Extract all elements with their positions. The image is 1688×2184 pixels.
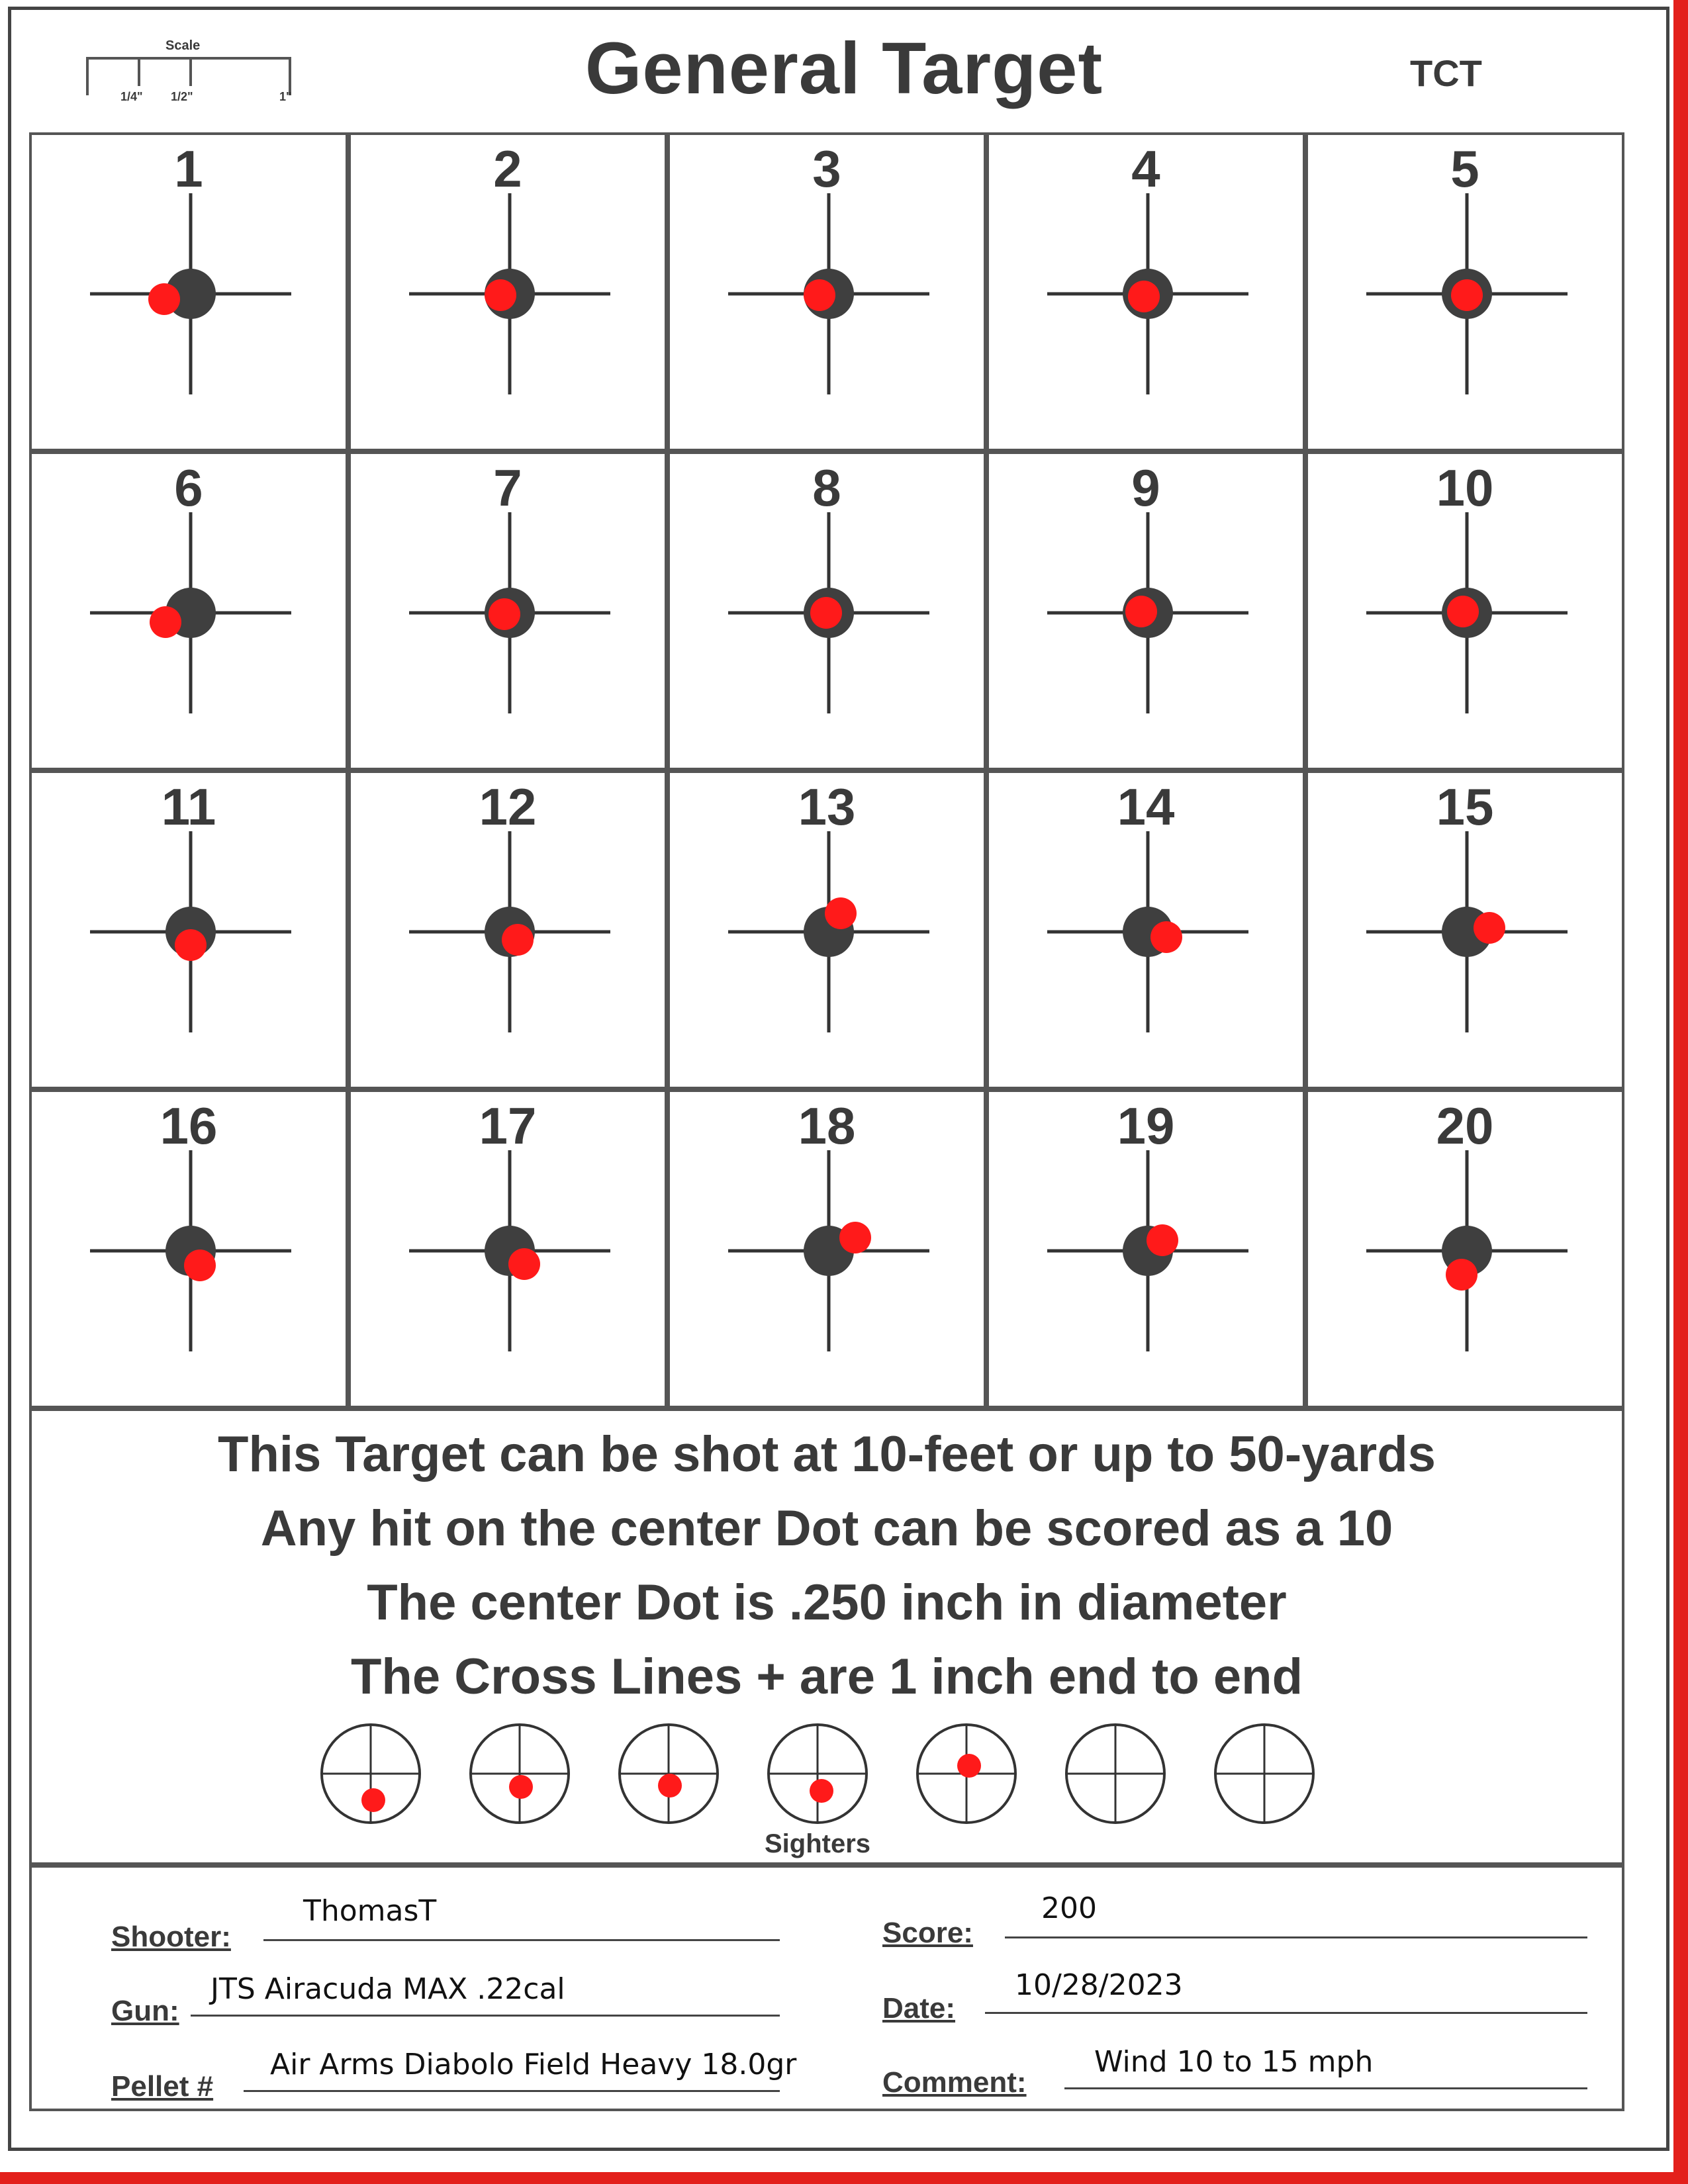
pellet-hole — [1447, 596, 1479, 627]
target-number: 8 — [812, 459, 841, 517]
brand-label: TCT — [1410, 52, 1482, 94]
target-number: 15 — [1436, 778, 1494, 836]
pellet-hole — [1474, 912, 1505, 944]
comment-label: Comment: — [882, 2066, 1027, 2099]
target-cell-1 — [29, 132, 348, 451]
sighter-target-6 — [1062, 1721, 1168, 1827]
target-number: 1 — [174, 140, 203, 198]
red-page-edge-bottom — [0, 2172, 1688, 2184]
crosshair-target — [989, 135, 1308, 454]
pellet-hole — [1147, 1224, 1178, 1256]
scale-label-quarter: 1/4" — [120, 90, 143, 103]
target-number: 14 — [1117, 778, 1175, 836]
gun-value: JTS Airacuda MAX .22cal — [211, 1972, 565, 2006]
pellet-hole — [489, 598, 520, 630]
gun-line — [191, 2015, 780, 2017]
pellet-hole — [810, 597, 842, 629]
pellet-hole — [839, 1222, 871, 1253]
score-label: Score: — [882, 1917, 973, 1949]
sighter-target-5 — [914, 1721, 1019, 1827]
crosshair-target — [989, 773, 1308, 1092]
crosshair-target — [351, 454, 670, 773]
pellet-hole — [150, 606, 181, 638]
target-number: 10 — [1436, 459, 1494, 517]
pellet-hole — [509, 1775, 533, 1799]
pellet-hole — [485, 279, 516, 311]
target-cell-4 — [986, 132, 1305, 451]
date-label: Date: — [882, 1992, 956, 2025]
crosshair-target — [351, 1092, 670, 1411]
target-cell-2 — [348, 132, 667, 451]
pellet-hole — [825, 897, 857, 929]
target-number: 11 — [161, 778, 216, 836]
target-cell-15 — [1305, 770, 1624, 1089]
crosshair-target — [351, 773, 670, 1092]
sighter-target-1 — [318, 1721, 424, 1827]
target-number: 5 — [1450, 140, 1479, 198]
info-line-4: The Cross Lines + are 1 inch end to end — [350, 1649, 1303, 1705]
pellet-hole — [1128, 281, 1160, 312]
pellet-hole — [957, 1754, 981, 1778]
info-line-1: This Target can be shot at 10-feet or up to 50-yards — [218, 1426, 1436, 1482]
sighter-target-4 — [765, 1721, 870, 1827]
crosshair-target — [670, 1092, 989, 1411]
target-number: 18 — [798, 1097, 856, 1155]
pellet-hole — [658, 1774, 682, 1797]
crosshair-target — [670, 454, 989, 773]
pellet-hole — [1451, 279, 1483, 311]
crosshair-target — [1308, 773, 1627, 1092]
pellet-value: Air Arms Diabolo Field Heavy 18.0gr — [270, 2048, 797, 2081]
score-line — [1005, 1936, 1587, 1938]
pellet-hole — [148, 283, 180, 315]
target-number: 4 — [1131, 140, 1160, 198]
target-number: 7 — [493, 459, 522, 517]
pellet-hole — [175, 929, 207, 961]
crosshair-target — [670, 773, 989, 1092]
crosshair-target — [32, 1092, 351, 1411]
target-number: 13 — [798, 778, 856, 836]
sighter-target-7 — [1211, 1721, 1317, 1827]
pellet-hole — [1125, 596, 1157, 627]
target-grid — [29, 132, 1624, 1408]
shooter-label: Shooter: — [111, 1921, 231, 1953]
page-title: General Target — [585, 28, 1103, 109]
red-page-edge — [1673, 0, 1688, 2184]
target-number: 20 — [1436, 1097, 1494, 1155]
scale-title: Scale — [165, 38, 201, 53]
crosshair-target — [989, 454, 1308, 773]
target-number: 12 — [479, 778, 537, 836]
target-number: 6 — [174, 459, 203, 517]
crosshair-target — [1308, 454, 1627, 773]
target-cell-9 — [986, 451, 1305, 770]
gun-label: Gun: — [111, 1995, 179, 2027]
sighter-target-3 — [616, 1721, 722, 1827]
crosshair-target — [32, 135, 351, 454]
target-cell-8 — [667, 451, 986, 770]
shooter-value: ThomasT — [303, 1894, 437, 1928]
comment-value: Wind 10 to 15 mph — [1094, 2045, 1374, 2079]
crosshair-target — [989, 1092, 1308, 1411]
pellet-hole — [804, 279, 835, 311]
comment-line — [1064, 2087, 1587, 2089]
crosshair-target — [670, 135, 989, 454]
target-number: 3 — [812, 140, 841, 198]
target-cell-5 — [1305, 132, 1624, 451]
pellet-hole — [1150, 921, 1182, 953]
target-number: 9 — [1131, 459, 1160, 517]
target-number: 16 — [160, 1097, 218, 1155]
target-cell-19 — [986, 1089, 1305, 1408]
target-number: 2 — [493, 140, 522, 198]
crosshair-target — [1308, 135, 1627, 454]
pellet-hole — [1446, 1259, 1477, 1291]
info-line-2: Any hit on the center Dot can be scored as a 10 — [260, 1500, 1393, 1557]
target-cell-10 — [1305, 451, 1624, 770]
score-value: 200 — [1041, 1891, 1097, 1925]
date-value: 10/28/2023 — [1015, 1968, 1183, 2002]
pellet-hole — [810, 1779, 833, 1803]
pellet-label: Pellet # — [111, 2070, 214, 2103]
date-line — [985, 2012, 1587, 2014]
target-number: 19 — [1117, 1097, 1175, 1155]
target-cell-20 — [1305, 1089, 1624, 1408]
crosshair-target — [32, 773, 351, 1092]
target-cell-7 — [348, 451, 667, 770]
pellet-hole — [502, 924, 534, 956]
target-cell-12 — [348, 770, 667, 1089]
crosshair-target — [351, 135, 670, 454]
target-cell-17 — [348, 1089, 667, 1408]
pellet-hole — [184, 1250, 216, 1281]
sighter-target-2 — [467, 1721, 573, 1827]
crosshair-target — [1308, 1092, 1627, 1411]
target-cell-13 — [667, 770, 986, 1089]
shooter-line — [263, 1939, 780, 1941]
sighters-label: Sighters — [765, 1829, 871, 1858]
scale-label-half: 1/2" — [171, 90, 193, 103]
target-cell-16 — [29, 1089, 348, 1408]
target-cell-11 — [29, 770, 348, 1089]
crosshair-target — [32, 454, 351, 773]
pellet-hole — [508, 1248, 540, 1280]
target-number: 17 — [479, 1097, 537, 1155]
pellet-hole — [361, 1788, 385, 1812]
target-cell-3 — [667, 132, 986, 451]
target-cell-6 — [29, 451, 348, 770]
scale-label-inch: 1" — [279, 90, 292, 103]
info-line-3: The center Dot is .250 inch in diameter — [367, 1574, 1287, 1631]
pellet-line — [244, 2090, 780, 2092]
target-cell-14 — [986, 770, 1305, 1089]
score-form — [29, 1865, 1624, 2111]
target-cell-18 — [667, 1089, 986, 1408]
